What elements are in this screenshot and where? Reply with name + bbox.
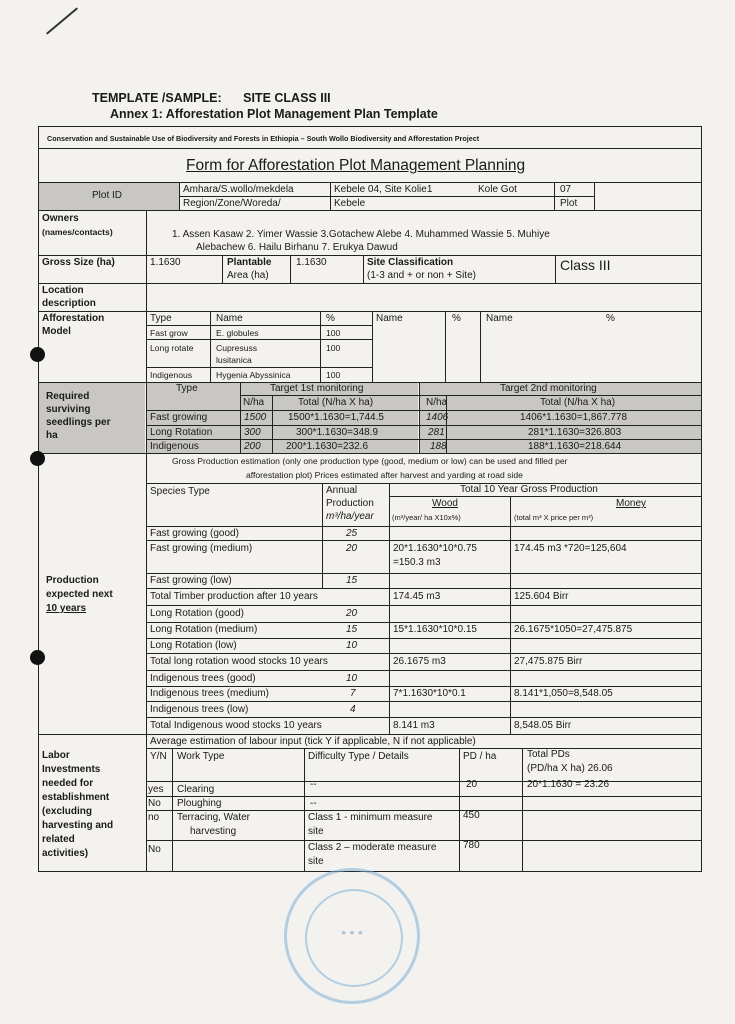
model-species: Hygenia Abyssinica — [216, 370, 291, 380]
template-label: TEMPLATE /SAMPLE: — [92, 91, 222, 105]
fast-growing-medium-value: 20 — [346, 543, 358, 554]
work-type-header: Work Type — [177, 751, 225, 762]
model-pct-header-3: % — [606, 313, 615, 324]
indigenous-good: Indigenous trees (good) — [150, 673, 256, 684]
plot-id-label: Plot ID — [92, 190, 123, 201]
total-pds-formula: (PD/ha X ha) 26.06 — [527, 763, 613, 774]
labor-label-6: harvesting and — [42, 820, 114, 831]
long-rotation-total-money: 27,475.875 Birr — [514, 656, 583, 667]
fast-growing-medium: Fast growing (medium) — [150, 543, 253, 554]
long-rotation-good-value: 20 — [346, 608, 358, 619]
model-species-cont: lusitanica — [216, 355, 252, 365]
seedling-type: Fast growing — [150, 412, 208, 423]
plot-label: Plot — [560, 198, 578, 209]
target2-header: Target 2nd monitoring — [500, 383, 597, 394]
location-label: Region/Zone/Woreda/ — [183, 198, 281, 209]
yn-header: Y/N — [150, 751, 167, 762]
location-description-sublabel: description — [42, 298, 96, 309]
model-pct: 100 — [326, 343, 341, 353]
target1-header: Target 1st monitoring — [270, 383, 364, 394]
gross-production-header: Total 10 Year Gross Production — [460, 484, 598, 495]
seedling-type: Indigenous — [150, 441, 199, 452]
seedling-n1: 200 — [244, 441, 261, 452]
gross-size-value: 1.1630 — [150, 257, 181, 268]
target1-total-header: Total (N/ha X ha) — [298, 397, 374, 408]
annex-title: Annex 1: Afforestation Plot Management Plan Template — [110, 107, 438, 121]
plantable-value: 1.1630 — [296, 257, 327, 268]
timber-total-wood: 174.45 m3 — [393, 591, 441, 602]
fast-growing-low-value: 15 — [346, 575, 358, 586]
fast-growing-medium-wood: 20*1.1630*10*0.75 — [393, 543, 477, 554]
kebele-label: Kebele — [334, 198, 366, 209]
annual-header-3: m³/ha/year — [326, 511, 374, 522]
target1-nha-header: N/ha — [243, 397, 265, 408]
seedling-n2: 188 — [430, 441, 447, 452]
long-rotation-low: Long Rotation (low) — [150, 640, 237, 651]
model-pct: 100 — [326, 328, 341, 338]
site-class-heading: SITE CLASS III — [243, 91, 331, 105]
labor-label-4: establishment — [42, 792, 110, 803]
model-type: Long rotate — [150, 343, 194, 353]
fast-growing-medium-money: 174.45 m3 *720=125,604 — [514, 543, 627, 554]
labor-label-3: needed for — [42, 778, 94, 789]
labor-label-1: Labor — [42, 750, 70, 761]
indigenous-low: Indigenous trees (low) — [150, 704, 249, 715]
pd-header: PD / ha — [463, 751, 497, 762]
seedlings-label-4: ha — [46, 430, 58, 441]
indigenous-medium: Indigenous trees (medium) — [150, 688, 269, 699]
seedling-n1: 300 — [244, 427, 261, 438]
indigenous-total-wood: 8.141 m3 — [393, 720, 435, 731]
seedling-t1: 200*1.1630=232.6 — [286, 441, 369, 452]
seedlings-label-2: surviving — [46, 404, 91, 415]
model-type: Indigenous — [150, 370, 193, 380]
site-classification-label: Site Classification — [367, 257, 454, 268]
official-stamp: ★ ★ ★ — [284, 868, 420, 1004]
production-label-3: 10 years — [46, 603, 87, 614]
wood-unit: (m³/year/ ha X10x%) — [392, 513, 461, 522]
seedling-t2: 281*1.1630=326.803 — [528, 427, 622, 438]
plantable-label: Plantable — [227, 257, 272, 268]
form-title: Form for Afforestation Plot Management Planning — [186, 157, 526, 174]
project-name: Conservation and Sustainable Use of Biodiversity and Forests in Ethiopia – South Wollo Biodiversity and Afforestation Project — [47, 134, 480, 143]
template-heading — [92, 91, 331, 105]
money-header: Money — [616, 498, 647, 509]
labor-pd: 20 — [466, 779, 478, 790]
indigenous-total-money: 8,548.05 Birr — [514, 720, 572, 731]
location-value: Amhara/S.wollo/mekdela — [183, 184, 294, 195]
timber-total-money: 125.604 Birr — [514, 591, 569, 602]
labor-total: 20*1.1630 = 23.26 — [527, 779, 610, 790]
plantable-sublabel: Area (ha) — [227, 270, 269, 281]
long-rotation-good: Long Rotation (good) — [150, 608, 244, 619]
labor-yn: no — [148, 812, 160, 823]
labor-work: Terracing, Water — [177, 812, 250, 823]
labor-yn: No — [148, 798, 161, 809]
target2-total-header: Total (N/ha X ha) — [540, 397, 616, 408]
afforestation-model-label: Afforestation — [42, 313, 105, 324]
plot-number: 07 — [560, 184, 572, 195]
labor-label-7: related — [42, 834, 75, 845]
seedlings-label-3: seedlings per — [46, 417, 111, 428]
long-rotation-total: Total long rotation wood stocks 10 years — [150, 656, 328, 667]
fast-growing-medium-wood-2: =150.3 m3 — [393, 557, 441, 568]
species-type-header: Species Type — [150, 486, 210, 497]
indigenous-medium-wood: 7*1.1630*10*0.1 — [393, 688, 466, 699]
long-rotation-low-value: 10 — [346, 640, 358, 651]
seedlings-type-header: Type — [176, 383, 198, 394]
indigenous-good-value: 10 — [346, 673, 358, 684]
seedling-type: Long Rotation — [150, 427, 213, 438]
long-rotation-medium-money: 26.1675*1050=27,475.875 — [514, 624, 633, 635]
wood-header: Wood — [432, 498, 458, 509]
seedlings-label-1: Required — [46, 391, 90, 402]
labor-work: Ploughing — [177, 798, 222, 809]
labor-work-cont: harvesting — [190, 826, 237, 837]
binder-hole — [30, 347, 45, 362]
site-value: Kole Got — [478, 184, 517, 195]
seedling-n1: 1500 — [244, 412, 267, 423]
model-name-header-3: Name — [486, 313, 513, 324]
seedling-n2: 281 — [428, 427, 445, 438]
labor-note: Average estimation of labour input (tick Y if applicable, N if not applicable) — [150, 736, 476, 747]
long-rotation-medium-value: 15 — [346, 624, 358, 635]
model-type-header: Type — [150, 313, 172, 324]
afforestation-model-sublabel: Model — [42, 326, 71, 337]
fast-growing-low: Fast growing (low) — [150, 575, 232, 586]
labor-yn: yes — [148, 784, 164, 795]
labor-difficulty: -- — [310, 798, 317, 809]
pen-mark — [46, 7, 78, 34]
gross-size-label: Gross Size (ha) — [42, 257, 115, 268]
fast-growing-good: Fast growing (good) — [150, 528, 239, 539]
owners-line-1: 1. Assen Kasaw 2. Yimer Wassie 3.Gotachew Alebe 4. Muhammed Wassie 5. Muhiye — [172, 229, 550, 240]
kebele-value: Kebele 04, Site Kolie1 — [334, 184, 433, 195]
binder-hole — [30, 451, 45, 466]
target2-nha-header: N/ha — [426, 397, 448, 408]
owners-sublabel: (names/contacts) — [42, 227, 113, 237]
production-note-2: afforestation plot) Prices estimated after harvest and yarding at road side — [246, 470, 523, 480]
binder-hole — [30, 650, 45, 665]
model-pct-header-2: % — [452, 313, 461, 324]
labor-label-8: activities) — [42, 848, 89, 859]
long-rotation-medium-wood: 15*1.1630*10*0.15 — [393, 624, 477, 635]
production-label-1: Production — [46, 575, 99, 586]
long-rotation-total-wood: 26.1675 m3 — [393, 656, 446, 667]
seedling-t2: 188*1.1630=218.644 — [528, 441, 622, 452]
annual-header-1: Annual — [326, 485, 358, 496]
indigenous-medium-money: 8.141*1,050=8,548.05 — [514, 688, 613, 699]
seedling-t2: 1406*1.1630=1,867.778 — [520, 412, 628, 423]
labor-pd: 450 — [463, 810, 480, 821]
model-type: Fast grow — [150, 328, 188, 338]
indigenous-medium-value: 7 — [350, 688, 356, 699]
model-name-header: Name — [216, 313, 243, 324]
fast-growing-good-value: 25 — [346, 528, 358, 539]
seedling-n2: 1406 — [426, 412, 449, 423]
total-pds-header: Total PDs — [527, 749, 570, 760]
production-note-1: Gross Production estimation (only one production type (good, medium or low) can be used and filled per — [172, 456, 568, 466]
model-pct-header: % — [326, 313, 335, 324]
seedling-t1: 300*1.1630=348.9 — [296, 427, 379, 438]
labor-pd: 780 — [463, 840, 480, 851]
location-description-label: Location — [42, 285, 84, 296]
long-rotation-medium: Long Rotation (medium) — [150, 624, 258, 635]
indigenous-total: Total Indigenous wood stocks 10 years — [150, 720, 322, 731]
labor-yn: No — [148, 844, 161, 855]
timber-total: Total Timber production after 10 years — [150, 591, 318, 602]
labor-difficulty: Class 2 – moderate measure — [308, 842, 437, 853]
labor-difficulty: -- — [310, 779, 317, 790]
model-pct: 100 — [326, 370, 341, 380]
labor-difficulty: Class 1 - minimum measure — [308, 812, 433, 823]
labor-label-2: Investments — [42, 764, 101, 775]
difficulty-header: Difficulty Type / Details — [308, 751, 409, 762]
annual-header-2: Production — [326, 498, 374, 509]
labor-difficulty-cont: site — [308, 856, 324, 867]
money-unit: (total m³ X price per m³) — [514, 513, 594, 522]
indigenous-low-value: 4 — [350, 704, 356, 715]
seedling-t1: 1500*1.1630=1,744.5 — [288, 412, 384, 423]
labor-difficulty-cont: site — [308, 826, 324, 837]
labor-work: Clearing — [177, 784, 215, 795]
owners-line-2: Alebachew 6. Hailu Birhanu 7. Erukya Dawud — [196, 242, 398, 253]
site-class-value: Class III — [560, 257, 611, 273]
site-classification-note: (1-3 and + or non + Site) — [367, 270, 476, 281]
production-label-2: expected next — [46, 589, 113, 600]
model-name-header-2: Name — [376, 313, 403, 324]
model-species: E. globules — [216, 328, 259, 338]
model-species: Cupresuss — [216, 343, 258, 353]
labor-label-5: (excluding — [42, 806, 93, 817]
owners-label: Owners — [42, 213, 79, 224]
